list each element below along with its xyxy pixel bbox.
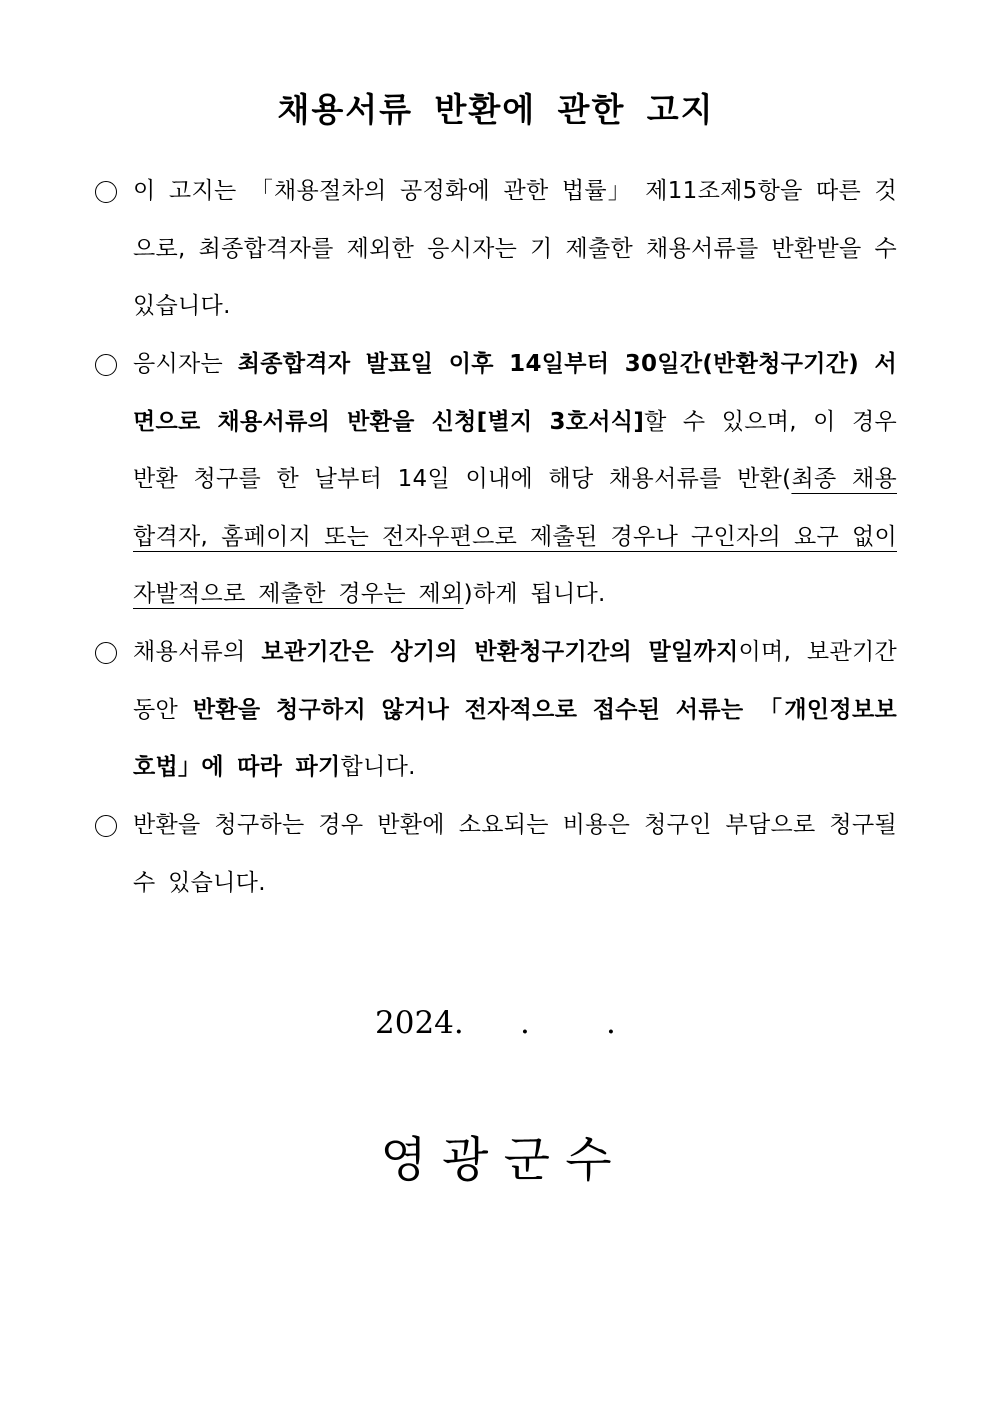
circle-bullet-icon [95,642,117,664]
circle-bullet-icon [95,354,117,376]
document-title: 채용서류 반환에 관한 고지 [277,90,715,129]
notice-paragraph-1 [133,163,897,336]
date-year: 2024. [375,1005,464,1041]
notice-paragraph-3 [133,624,897,797]
notice-paragraph-4 [133,797,897,912]
circle-bullet-icon [95,815,117,837]
notice-2-text-c: )하게 됩니다. [463,581,606,607]
notice-2-text-b: 할 수 있으며, 이 경우 반환 청구를 한 날부터 14일 이내에 해당 채용서류를 반환( [133,408,897,492]
date-day-placeholder: . [606,1005,616,1041]
notice-3-bold-destruction: 반환을 청구하지 않거나 전자적으로 접수된 서류는 「개인정보보호법」에 따라 파기 [133,696,897,780]
notice-4-text: 반환을 청구하는 경우 반환에 소요되는 비용은 청구인 부담으로 청구될 수 있습니다. [133,812,897,896]
notice-3-bold-retention: 보관기간은 상기의 반환청구기간의 말일까지 [261,639,739,665]
document-date [0,998,992,1048]
notice-3-text-b: 이며, 보관기간 동안 [133,639,897,723]
date-month-placeholder: . [520,1005,530,1041]
notice-2-bold-period: 최종합격자 발표일 이후 14일부터 30일간(반환청구기간) 서면으로 채용서류의 반환을 신청[별지 3호서식] [133,351,897,435]
notice-paragraph-2 [133,336,897,624]
circle-bullet-icon [95,181,117,203]
notice-3-text-c: 합니다. [340,754,416,780]
notice-1-text: 이 고지는 「채용절차의 공정화에 관한 법률」 제11조제5항을 따른 것으로, 최종합격자를 제외한 응시자는 기 제출한 채용서류를 반환받을 수 있습니다. [133,178,897,319]
notice-2-text-a: 응시자는 [133,351,238,377]
notice-3-text-a: 채용서류의 [133,639,262,665]
issuer-signature: 영 광 군 수 [380,1132,612,1188]
notice-2-underlined-exception: 최종 채용 합격자, 홈페이지 또는 전자우편으로 제출된 경우나 구인자의 요구 없이 자발적으로 제출한 경우는 제외 [133,466,897,607]
